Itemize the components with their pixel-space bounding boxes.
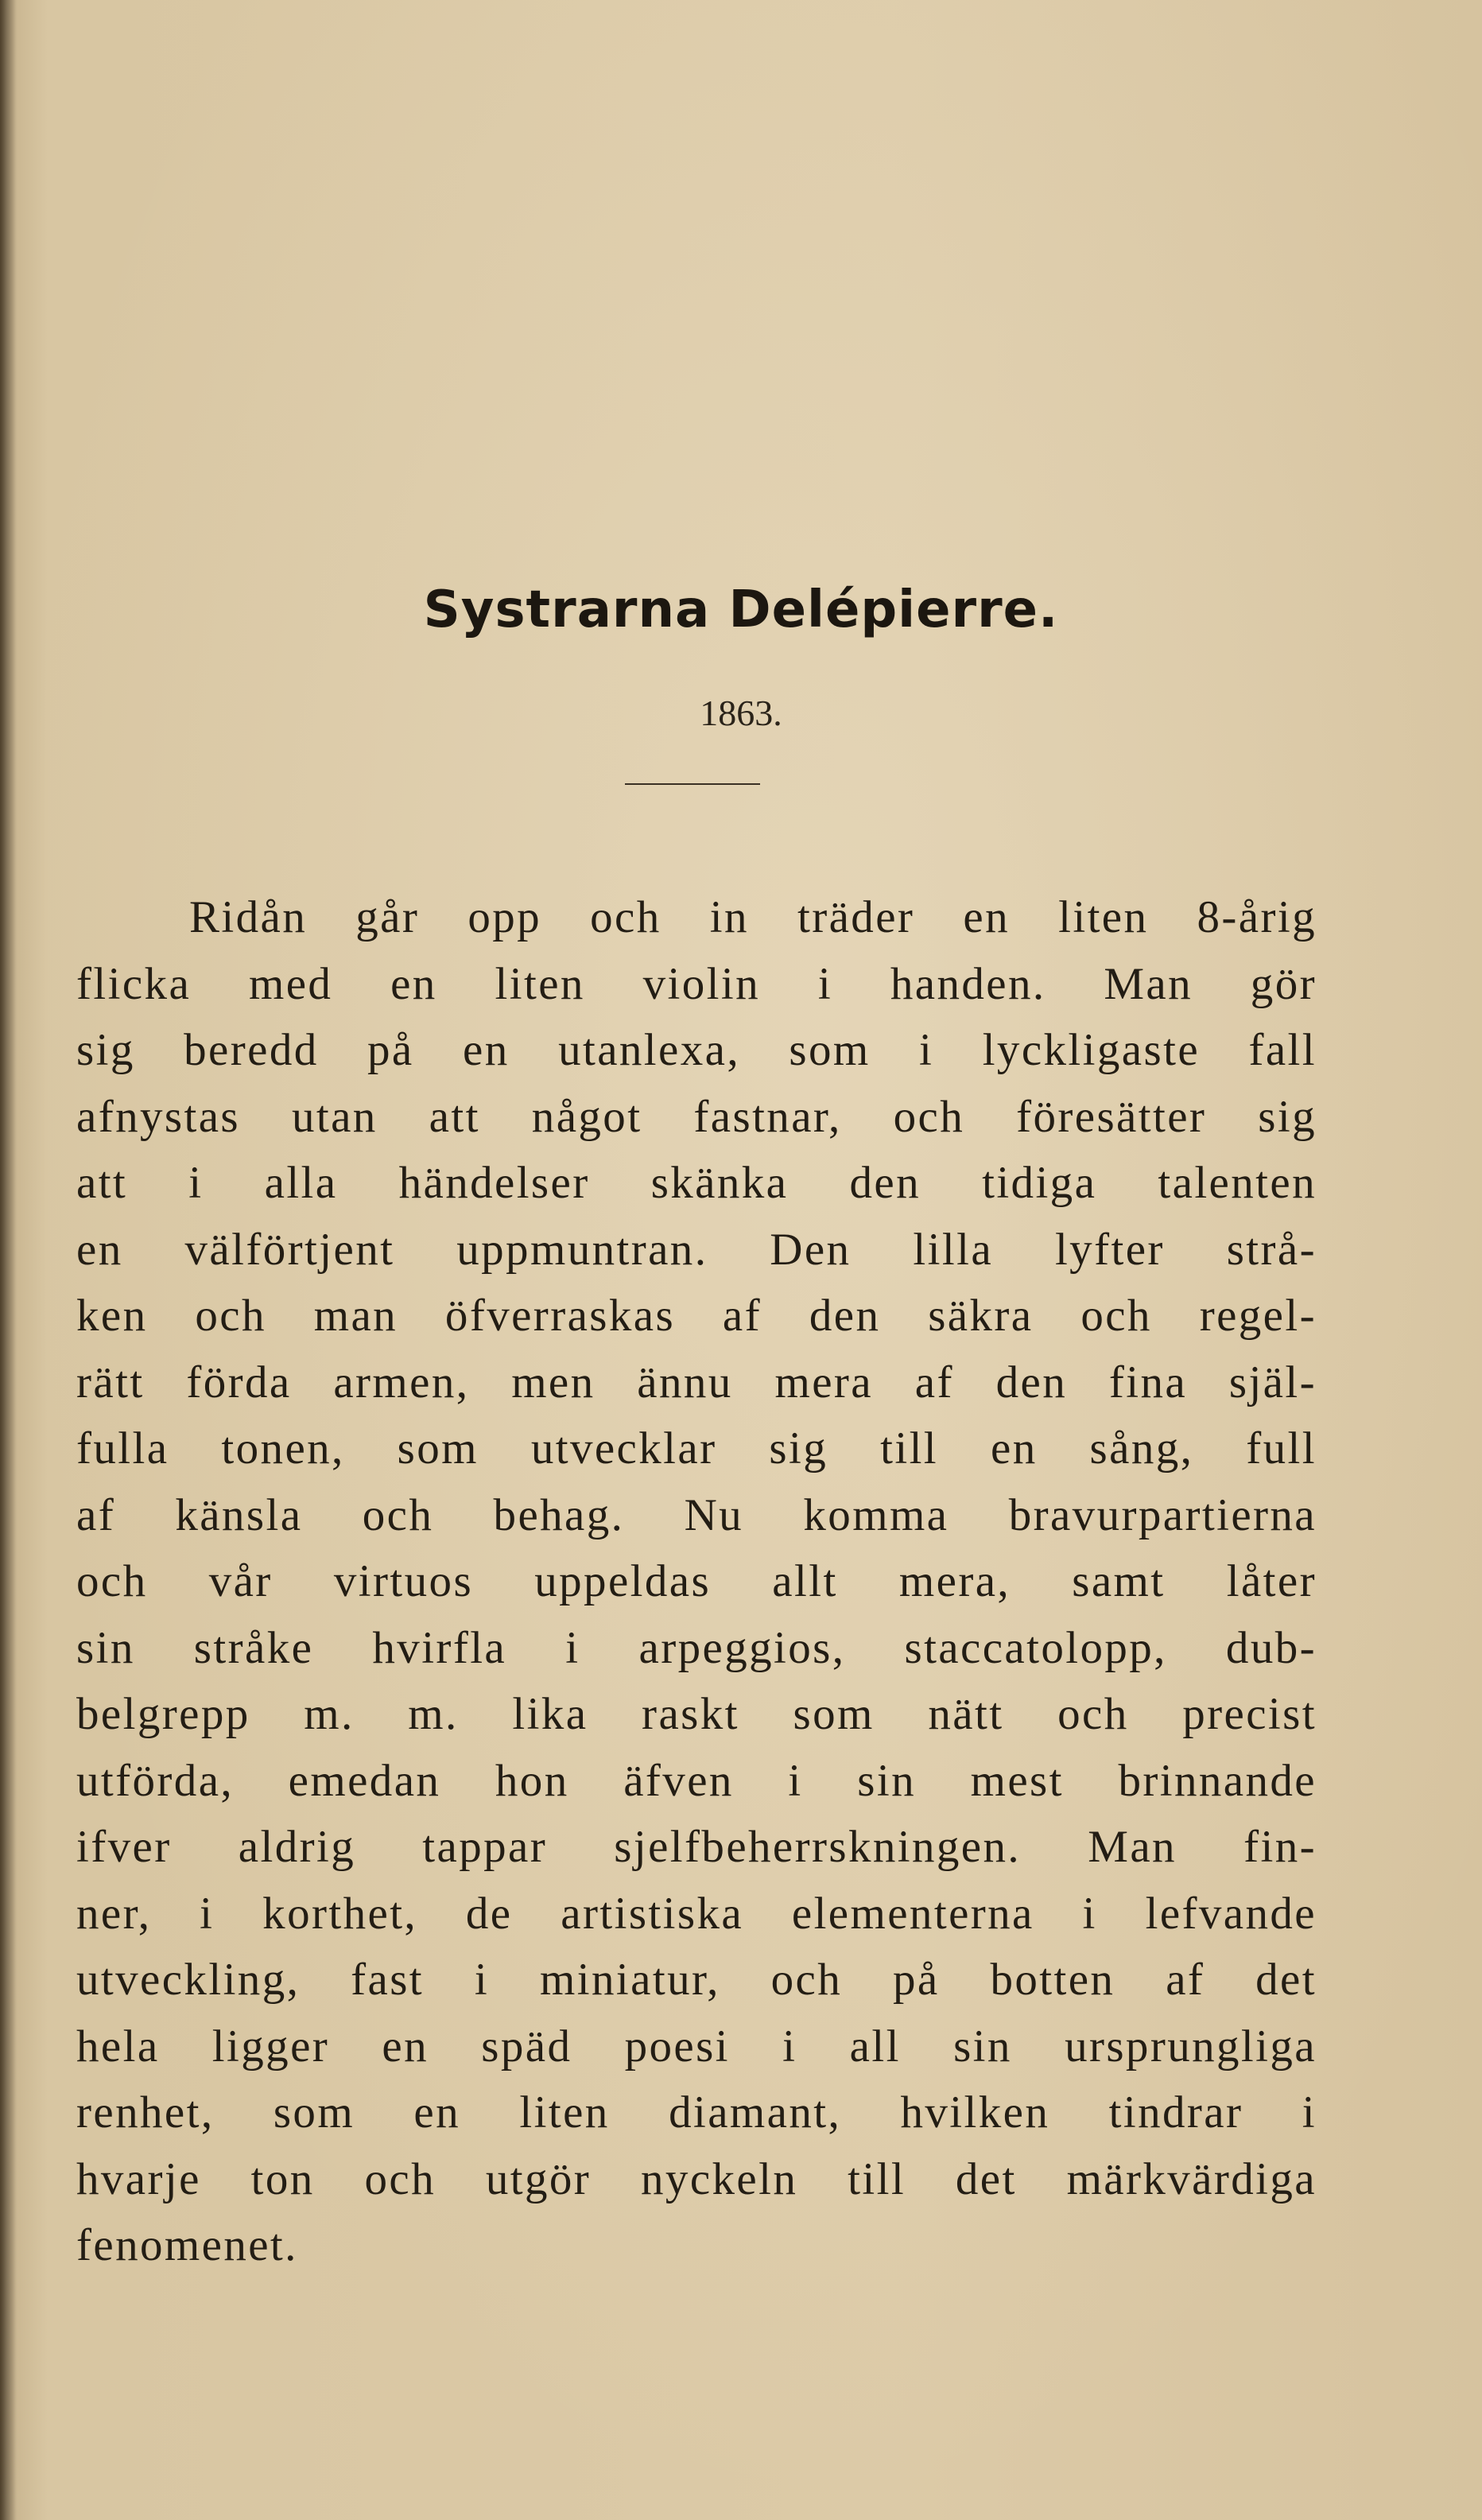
- text-line: utveckling, fast i miniatur, och på botten af det: [76, 1955, 1317, 2005]
- text-line: afnystas utan att något fastnar, och föresätter sig: [76, 1091, 1317, 1142]
- text-line: hela ligger en späd poesi i all sin ursprungliga: [76, 2021, 1317, 2072]
- text-line: fulla tonen, som utvecklar sig till en sång, full: [76, 1423, 1317, 1474]
- chapter-title: Systrarna Delépierre.: [423, 580, 1059, 639]
- text-line: flicka med en liten violin i handen. Man gör: [76, 958, 1317, 1009]
- text-line: renhet, som en liten diamant, hvilken tindrar i: [76, 2087, 1317, 2138]
- text-line: rätt förda armen, men ännu mera af den fina själ-: [76, 1357, 1317, 1408]
- text-line: och vår virtuos uppeldas allt mera, samt låter: [76, 1556, 1317, 1606]
- text-line: att i alla händelser skänka den tidiga talenten: [76, 1158, 1317, 1208]
- text-line: Ridån går opp och in träder en liten 8-årig: [189, 892, 1317, 942]
- text-line: sin stråke hvirfla i arpeggios, staccatolopp, dub-: [76, 1622, 1317, 1673]
- text-line: fenomenet.: [76, 2220, 298, 2270]
- text-line: belgrepp m. m. lika raskt som nätt och precist: [76, 1689, 1317, 1739]
- text-line: ifver aldrig tappar sjelfbeherrskningen. Man fin-: [76, 1822, 1317, 1872]
- page-binding-edge: [0, 0, 16, 2520]
- text-line: utförda, emedan hon äfven i sin mest brinnande: [76, 1755, 1317, 1806]
- text-line: ken och man öfverraskas af den säkra och regel-: [76, 1291, 1317, 1341]
- text-line: sig beredd på en utanlexa, som i lyckligaste fall: [76, 1025, 1317, 1075]
- body-paragraph: [76, 884, 1317, 2279]
- text-line: hvarje ton och utgör nyckeln till det märkvärdiga: [76, 2153, 1317, 2204]
- text-line: ner, i korthet, de artistiska elementerna i lefvande: [76, 1888, 1317, 1939]
- text-line: en välförtjent uppmuntran. Den lilla lyfter strå-: [76, 1224, 1317, 1275]
- chapter-year: 1863.: [700, 693, 782, 733]
- title-divider: [625, 783, 760, 785]
- text-line: af känsla och behag. Nu komma bravurpartierna: [76, 1489, 1317, 1540]
